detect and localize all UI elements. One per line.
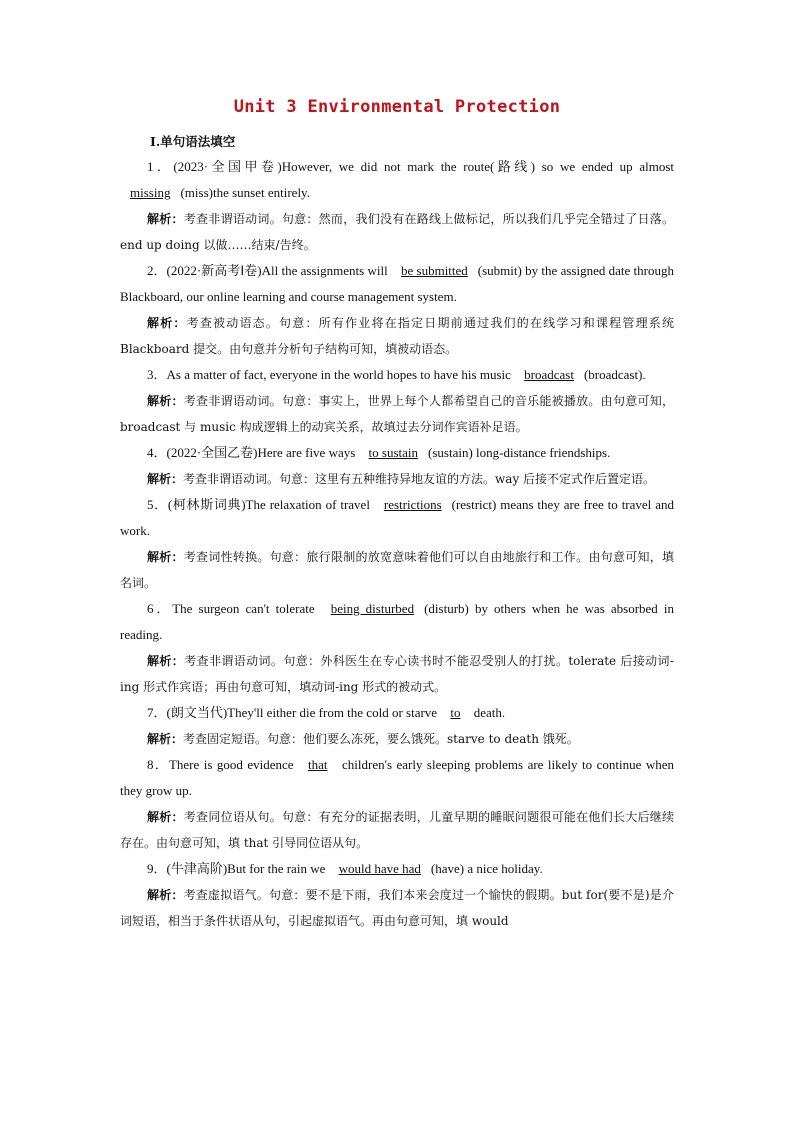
- question-text: 2．(2022·新高考Ⅰ卷)All the assignments will: [147, 263, 391, 278]
- explanation: [120, 882, 674, 934]
- explanation-label: 解析：: [147, 212, 184, 226]
- explanation-label: 解析：: [147, 550, 184, 564]
- question-hint: (miss)the sunset entirely.: [180, 185, 310, 200]
- question-item: [120, 856, 674, 882]
- explanation-label: 解析：: [147, 888, 184, 902]
- explanation: [120, 388, 674, 440]
- explanation-label: 解析：: [147, 654, 185, 668]
- exercise-content: [120, 130, 674, 934]
- explanation: [120, 310, 674, 362]
- question-text: 8．There is good evidence: [147, 757, 299, 772]
- question-hint: (sustain) long-distance friendships.: [428, 445, 611, 460]
- question-item: [120, 492, 674, 544]
- question-text: 9．(牛津高阶)But for the rain we: [147, 861, 329, 876]
- question-item: [120, 596, 674, 648]
- question-text: 7．(朗文当代)They'll either die from the cold or starve: [147, 705, 441, 720]
- question-text: 3．As a matter of fact, everyone in the world hopes to have his music: [147, 367, 515, 382]
- explanation-text: 考查词性转换。句意：旅行限制的放宽意味着他们可以自由地旅行和工作。由句意可知，填名词。: [120, 550, 674, 590]
- explanation-label: 解析：: [147, 732, 184, 746]
- answer-blank: that: [308, 757, 328, 772]
- explanation-text: 考查同位语从句。句意：有充分的证据表明，儿童早期的睡眠问题很可能在他们长大后继续存在。由句意可知，填 that 引导同位语从句。: [120, 810, 674, 850]
- question-item: [120, 258, 674, 310]
- question-hint: (have) a nice holiday.: [430, 861, 543, 876]
- question-text: 6．The surgeon can't tolerate: [147, 601, 321, 616]
- question-item: [120, 440, 674, 466]
- question-item: [120, 700, 674, 726]
- question-hint: death.: [470, 705, 506, 720]
- exercise-list: [120, 154, 674, 934]
- explanation: [120, 544, 674, 596]
- question-hint: (restrict) means they are free to travel and work.: [120, 497, 674, 538]
- question-item: [120, 154, 674, 206]
- explanation-text: 考查固定短语。句意：他们要么冻死，要么饿死。starve to death 饿死。: [183, 732, 579, 746]
- explanation-text: 考查非谓语动词。句意：事实上，世界上每个人都希望自己的音乐能被播放。由句意可知，broadcast 与 music 构成逻辑上的动宾关系，故填过去分词作宾语补足语。: [120, 394, 674, 434]
- answer-blank: would have had: [338, 861, 421, 876]
- explanation: [120, 648, 674, 700]
- question-hint: (broadcast).: [583, 367, 646, 382]
- explanation: [120, 726, 674, 752]
- explanation-label: 解析：: [147, 472, 184, 486]
- question-hint: children's early sleeping problems are likely to continue when they grow up.: [120, 757, 674, 798]
- question-hint: (disturb) by others when he was absorbed in reading.: [120, 601, 674, 642]
- answer-blank: be submitted: [400, 263, 468, 278]
- answer-blank: being disturbed: [330, 601, 415, 616]
- explanation: [120, 206, 674, 258]
- explanation-label: 解析：: [147, 394, 184, 408]
- question-item: [120, 752, 674, 804]
- explanation: [120, 466, 674, 492]
- explanation-text: 考查被动语态。句意：所有作业将在指定日期前通过我们的在线学习和课程管理系统 Blackboard 提交。由句意并分析句子结构可知，填被动语态。: [120, 316, 674, 356]
- explanation-text: 考查非谓语动词。句意：然而，我们没有在路线上做标记，所以我们几乎完全错过了日落。end up doing 以做……结束/告终。: [120, 212, 674, 252]
- question-text: 4．(2022·全国乙卷)Here are five ways: [147, 445, 359, 460]
- explanation-text: 考查虚拟语气。句意：要不是下雨，我们本来会度过一个愉快的假期。but for(要不是)是介词短语，相当于条件状语从句，引起虚拟语气。再由句意可知，填 would: [120, 888, 674, 928]
- section-heading: Ⅰ.单句语法填空: [150, 134, 236, 149]
- explanation-text: 考查非谓语动词。句意：这里有五种维持异地友谊的方法。way 后接不定式作后置定语。: [183, 472, 656, 486]
- question-text: 5．(柯林斯词典)The relaxation of travel: [147, 497, 374, 512]
- answer-blank: to sustain: [368, 445, 419, 460]
- answer-blank: broadcast: [524, 367, 574, 382]
- explanation-label: 解析：: [147, 810, 184, 824]
- explanation: [120, 804, 674, 856]
- question-hint: (submit) by the assigned date through Blackboard, our online learning and course management system.: [120, 263, 674, 304]
- explanation-label: 解析：: [147, 316, 187, 330]
- page-title: Unit 3 Environmental Protection: [233, 97, 561, 117]
- answer-blank: missing: [130, 185, 171, 200]
- answer-blank: restrictions: [383, 497, 442, 512]
- question-text: 1．(2023·全国甲卷)However, we did not mark the route(路线) so we ended up almost: [147, 159, 674, 174]
- answer-blank: to: [450, 705, 461, 720]
- explanation-text: 考查非谓语动词。句意：外科医生在专心读书时不能忍受别人的打扰。tolerate 后接动词-ing 形式作宾语；再由句意可知，填动词-ing 形式的被动式。: [120, 654, 674, 694]
- question-item: [120, 362, 674, 388]
